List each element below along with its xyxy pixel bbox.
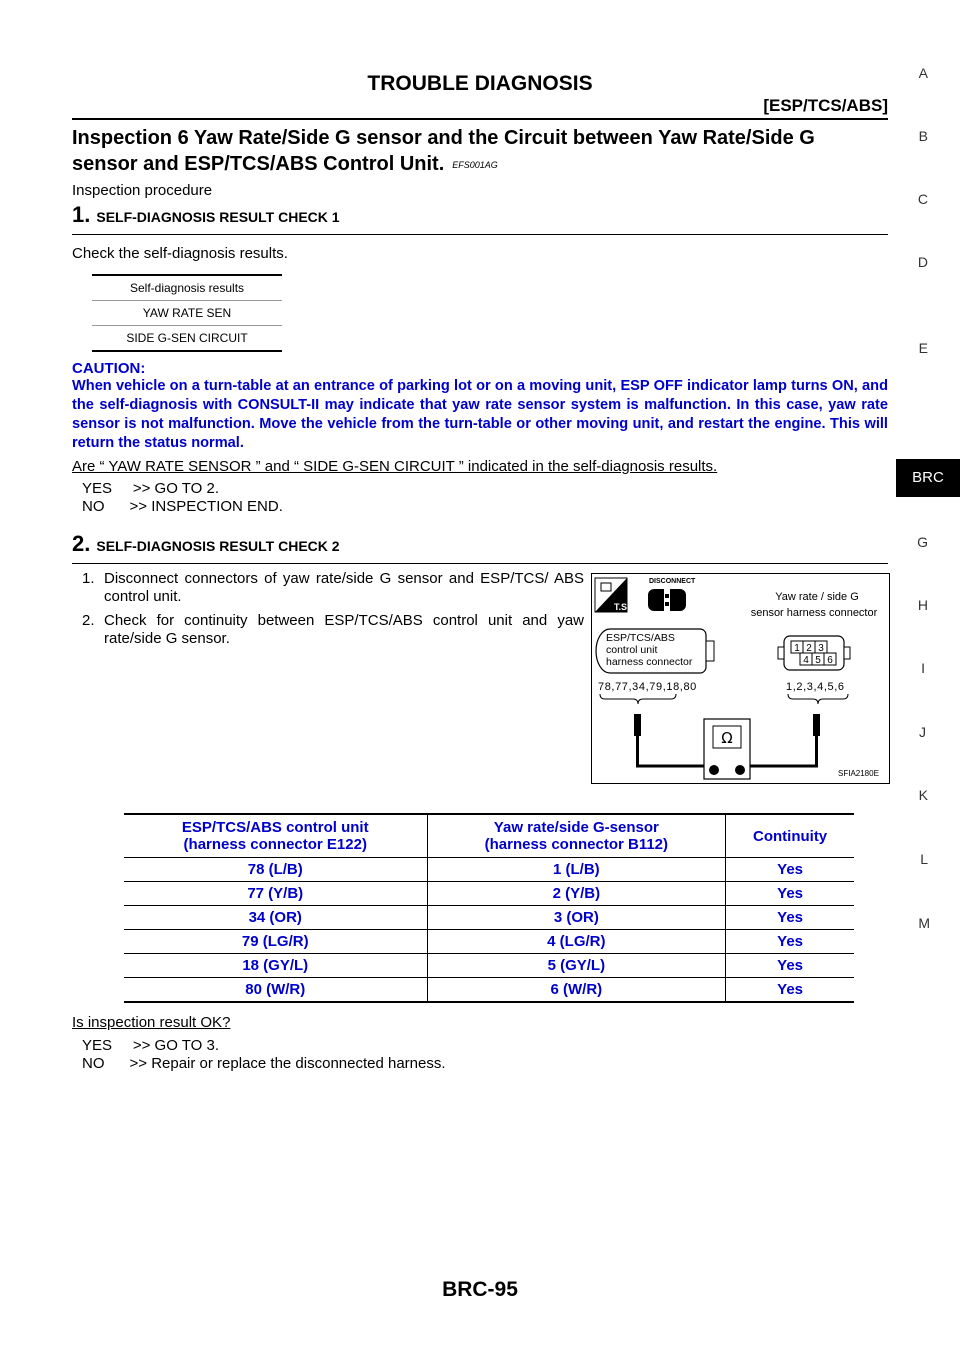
column-header-sensor xyxy=(427,814,726,858)
pin-label: 4 xyxy=(803,655,809,666)
pin-label: 2 xyxy=(806,643,812,654)
table-row xyxy=(124,858,854,882)
step1-title: SELF-DIAGNOSIS RESULT CHECK 1 xyxy=(96,209,340,225)
side-tab-h[interactable]: H xyxy=(917,597,928,613)
table-row xyxy=(124,930,854,954)
table-cell: Yes xyxy=(726,978,854,1003)
ts-label: T.S. xyxy=(614,602,630,612)
column-header-line: ESP/TCS/ABS control unit xyxy=(181,819,369,836)
table-cell: Yes xyxy=(726,858,854,882)
ecu-label-line2: control unit xyxy=(606,644,658,656)
ecu-probe xyxy=(634,714,641,736)
step1-yes: YES >> GO TO 2. xyxy=(82,480,220,497)
table-cell: 5 (GY/L) xyxy=(427,954,726,978)
table-cell: Yes xyxy=(726,930,854,954)
sensor-terminals-label: 1,2,3,4,5,6 xyxy=(786,681,845,693)
section-code: EFS001AG xyxy=(452,159,498,170)
caution-label: CAUTION: xyxy=(72,360,146,377)
section-title xyxy=(72,125,888,178)
step2-rule xyxy=(72,563,888,564)
column-header-continuity: Continuity xyxy=(726,814,854,858)
column-header-line: (harness connector B112) xyxy=(484,836,669,853)
table-cell: 4 (LG/R) xyxy=(427,930,726,954)
side-tab-e[interactable]: E xyxy=(918,340,928,356)
side-tab-d[interactable]: D xyxy=(917,254,928,270)
self-diagnosis-table xyxy=(92,274,282,352)
table-cell: 3 (OR) xyxy=(427,906,726,930)
side-tab-i[interactable]: I xyxy=(921,660,925,676)
section-title-line2: sensor and ESP/TCS/ABS Control Unit. xyxy=(72,153,445,175)
side-tab-g[interactable]: G xyxy=(917,534,928,550)
table-cell: Yes xyxy=(726,882,854,906)
table-cell: Yes xyxy=(726,906,854,930)
side-tab-a[interactable]: A xyxy=(918,65,928,81)
table-cell: 2 (Y/B) xyxy=(427,882,726,906)
table-row xyxy=(124,906,854,930)
step2-question: Is inspection result OK? xyxy=(72,1014,231,1031)
table-cell: 1 (L/B) xyxy=(427,858,726,882)
pin-label: 1 xyxy=(794,643,800,654)
step2-item1: Disconnect connectors of yaw rate/side G sensor and ESP/TCS/ ABS control unit. xyxy=(104,570,584,605)
column-header-ecu xyxy=(124,814,427,858)
step1-rule xyxy=(72,234,888,235)
step2-yes: YES >> GO TO 3. xyxy=(82,1037,220,1054)
yaw-sensor-label-line1: Yaw rate / side G xyxy=(775,591,859,603)
connector-diagram-svg xyxy=(592,574,889,783)
ecu-harness-connector xyxy=(596,629,714,673)
table-cell: 78 (L/B) xyxy=(124,858,427,882)
table-row xyxy=(124,978,854,1003)
tester-symbol-icon xyxy=(595,578,630,612)
step2-heading xyxy=(72,531,340,557)
step1-heading xyxy=(72,202,340,228)
sensor-probe xyxy=(813,714,820,736)
side-tab-j[interactable]: J xyxy=(919,724,926,740)
self-diagnosis-table-header: Self-diagnosis results xyxy=(92,275,282,301)
table-cell: 6 (W/R) xyxy=(427,978,726,1003)
page-header-title: TROUBLE DIAGNOSIS xyxy=(367,72,593,95)
continuity-table xyxy=(124,813,854,1003)
side-tab-l[interactable]: L xyxy=(920,851,928,867)
column-header-line: (harness connector E122) xyxy=(183,836,367,853)
step2-number: 2. xyxy=(72,531,91,556)
sensor-harness-connector xyxy=(778,636,850,670)
table-cell: 18 (GY/L) xyxy=(124,954,427,978)
figure-code: SFIA2180E xyxy=(838,769,879,778)
step1-no: NO >> INSPECTION END. xyxy=(82,498,283,515)
table-cell: 80 (W/R) xyxy=(124,978,427,1003)
side-tab-k[interactable]: K xyxy=(918,787,928,803)
step2-item2: Check for continuity between ESP/TCS/ABS control unit and yaw rate/side G sensor. xyxy=(104,612,584,647)
intro-text: Inspection procedure xyxy=(72,182,213,199)
self-diagnosis-table-cell: SIDE G-SEN CIRCUIT xyxy=(92,326,282,352)
step1-number: 1. xyxy=(72,202,91,227)
self-diagnosis-table-cell: YAW RATE SEN xyxy=(92,301,282,326)
page-header-subtitle: [ESP/TCS/ABS] xyxy=(763,96,888,115)
step2-item2-number: 2. xyxy=(82,612,95,629)
table-cell: 34 (OR) xyxy=(124,906,427,930)
step2-item1-number: 1. xyxy=(82,570,95,587)
step1-question: Are “ YAW RATE SENSOR ” and “ SIDE G-SEN CIRCUIT ” indicated in the self-diagnosis results. xyxy=(72,458,718,475)
step2-title: SELF-DIAGNOSIS RESULT CHECK 2 xyxy=(96,538,340,554)
yaw-sensor-label-line2: sensor harness connector xyxy=(750,607,878,619)
side-tab-m[interactable]: M xyxy=(918,915,930,931)
step1-instruction: Check the self-diagnosis results. xyxy=(72,245,288,262)
page-number: BRC-95 xyxy=(442,1278,518,1301)
disconnect-icon xyxy=(648,578,696,611)
disconnect-label: DISCONNECT xyxy=(649,578,696,585)
ohmmeter-icon xyxy=(704,719,750,779)
column-header-line: Yaw rate/side G-sensor xyxy=(493,819,659,836)
ecu-label-line3: harness connector xyxy=(606,656,693,668)
connector-diagram xyxy=(591,573,890,784)
side-tab-b[interactable]: B xyxy=(918,128,928,144)
side-tab-c[interactable]: C xyxy=(917,191,928,207)
table-cell: 77 (Y/B) xyxy=(124,882,427,906)
caution-text: When vehicle on a turn-table at an entrance of parking lot or on a moving unit, ESP OFF indicator lamp turns ON, and the self-diagnosis with CONSULT-II may indicate that yaw rate sensor system is malfunction. In this case, yaw rate sensor is not malfunction. Move the vehicle from the turn-table or other moving unit, and restart the engine. This will return the status normal. xyxy=(72,378,888,451)
side-tab-brc-active[interactable]: BRC xyxy=(896,459,960,497)
section-title-line1: Inspection 6 Yaw Rate/Side G sensor and the Circuit between Yaw Rate/Side G xyxy=(72,127,815,149)
ecu-label-line1: ESP/TCS/ABS xyxy=(606,632,675,644)
table-row xyxy=(124,882,854,906)
pin-label: 3 xyxy=(818,643,824,654)
ohm-symbol: Ω xyxy=(721,729,733,747)
step2-no: NO >> Repair or replace the disconnected harness. xyxy=(82,1055,446,1072)
table-cell: 79 (LG/R) xyxy=(124,930,427,954)
header-divider xyxy=(72,118,888,120)
pin-label: 5 xyxy=(815,655,821,666)
table-cell: Yes xyxy=(726,954,854,978)
ecu-terminals-label: 78,77,34,79,18,80 xyxy=(598,681,697,693)
table-row xyxy=(124,954,854,978)
pin-label: 6 xyxy=(827,655,833,666)
